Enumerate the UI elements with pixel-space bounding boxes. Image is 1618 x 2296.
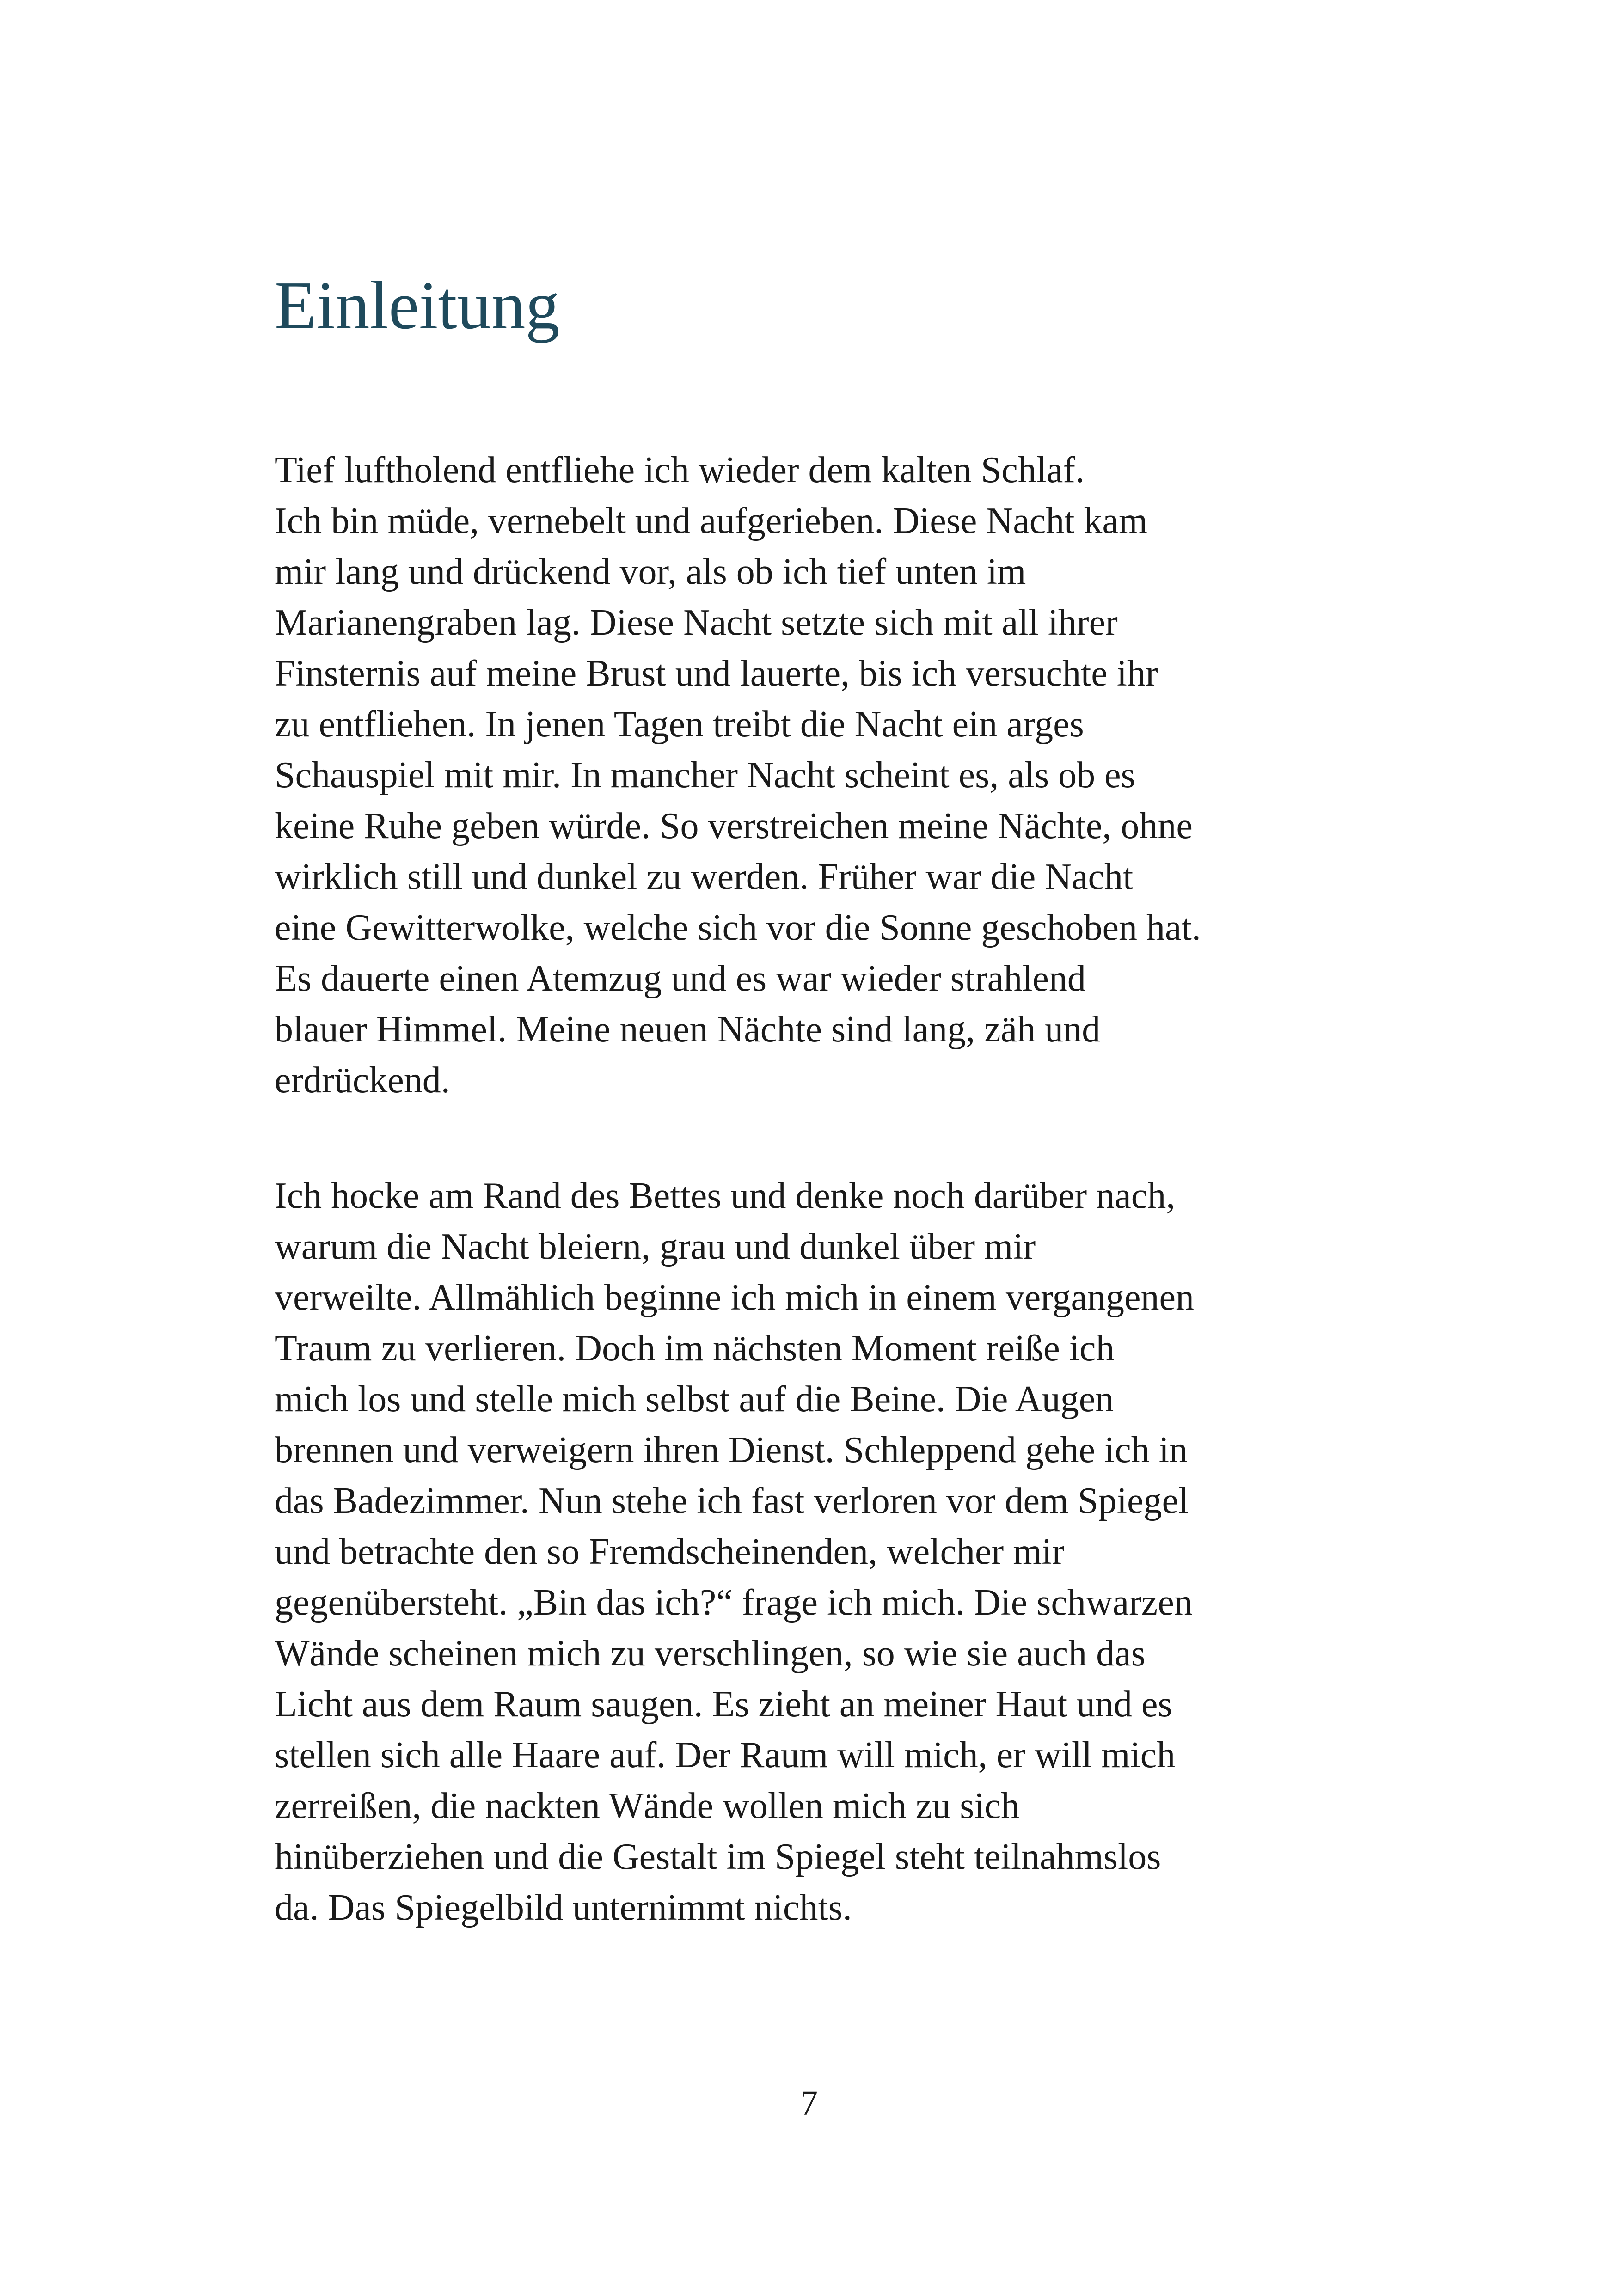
- text-line: Traum zu verlieren. Doch im nächsten Moment reiße ich: [275, 1328, 1115, 1369]
- text-line: keine Ruhe geben würde. So verstreichen meine Nächte, ohne: [275, 806, 1193, 846]
- text-line: mir lang und drückend vor, als ob ich tief unten im: [275, 551, 1026, 592]
- text-line: brennen und verweigern ihren Dienst. Schleppend gehe ich in: [275, 1430, 1188, 1470]
- text-line: Ich hocke am Rand des Bettes und denke noch darüber nach,: [275, 1176, 1176, 1216]
- text-line: Licht aus dem Raum saugen. Es zieht an meiner Haut und es: [275, 1684, 1172, 1725]
- paragraph-1: [275, 445, 1384, 1106]
- text-line: das Badezimmer. Nun stehe ich fast verloren vor dem Spiegel: [275, 1481, 1189, 1521]
- page-number: 7: [800, 2084, 818, 2123]
- text-line: zerreißen, die nackten Wände wollen mich zu sich: [275, 1786, 1020, 1826]
- text-line: Es dauerte einen Atemzug und es war wieder strahlend: [275, 958, 1086, 999]
- text-line: Tief luftholend entfliehe ich wieder dem kalten Schlaf.: [275, 450, 1085, 490]
- text-line: zu entfliehen. In jenen Tagen treibt die Nacht ein arges: [275, 704, 1084, 745]
- text-line: und betrachte den so Fremdscheinenden, welcher mir: [275, 1531, 1065, 1572]
- text-line: wirklich still und dunkel zu werden. Früher war die Nacht: [275, 857, 1134, 897]
- text-line: Schauspiel mit mir. In mancher Nacht scheint es, als ob es: [275, 755, 1135, 796]
- paragraph-2: [275, 1170, 1384, 1933]
- chapter-title: Einleitung: [275, 268, 560, 343]
- text-line: erdrückend.: [275, 1060, 450, 1101]
- text-line: Wände scheinen mich zu verschlingen, so wie sie auch das: [275, 1633, 1146, 1674]
- text-line: da. Das Spiegelbild unternimmt nichts.: [275, 1887, 852, 1928]
- text-line: stellen sich alle Haare auf. Der Raum will mich, er will mich: [275, 1735, 1176, 1776]
- text-line: blauer Himmel. Meine neuen Nächte sind lang, zäh und: [275, 1009, 1101, 1050]
- text-line: Marianengraben lag. Diese Nacht setzte sich mit all ihrer: [275, 602, 1118, 643]
- text-line: verweilte. Allmählich beginne ich mich in einem vergangenen: [275, 1277, 1194, 1318]
- text-line: mich los und stelle mich selbst auf die Beine. Die Augen: [275, 1379, 1114, 1420]
- text-line: gegenübersteht. „Bin das ich?“ frage ich mich. Die schwarzen: [275, 1582, 1193, 1623]
- text-line: hinüberziehen und die Gestalt im Spiegel steht teilnahmslos: [275, 1837, 1161, 1877]
- text-line: Finsternis auf meine Brust und lauerte, bis ich versuchte ihr: [275, 653, 1158, 694]
- text-line: warum die Nacht bleiern, grau und dunkel über mir: [275, 1226, 1036, 1267]
- text-line: Ich bin müde, vernebelt und aufgerieben. Diese Nacht kam: [275, 501, 1148, 541]
- text-line: eine Gewitterwolke, welche sich vor die Sonne geschoben hat.: [275, 907, 1201, 948]
